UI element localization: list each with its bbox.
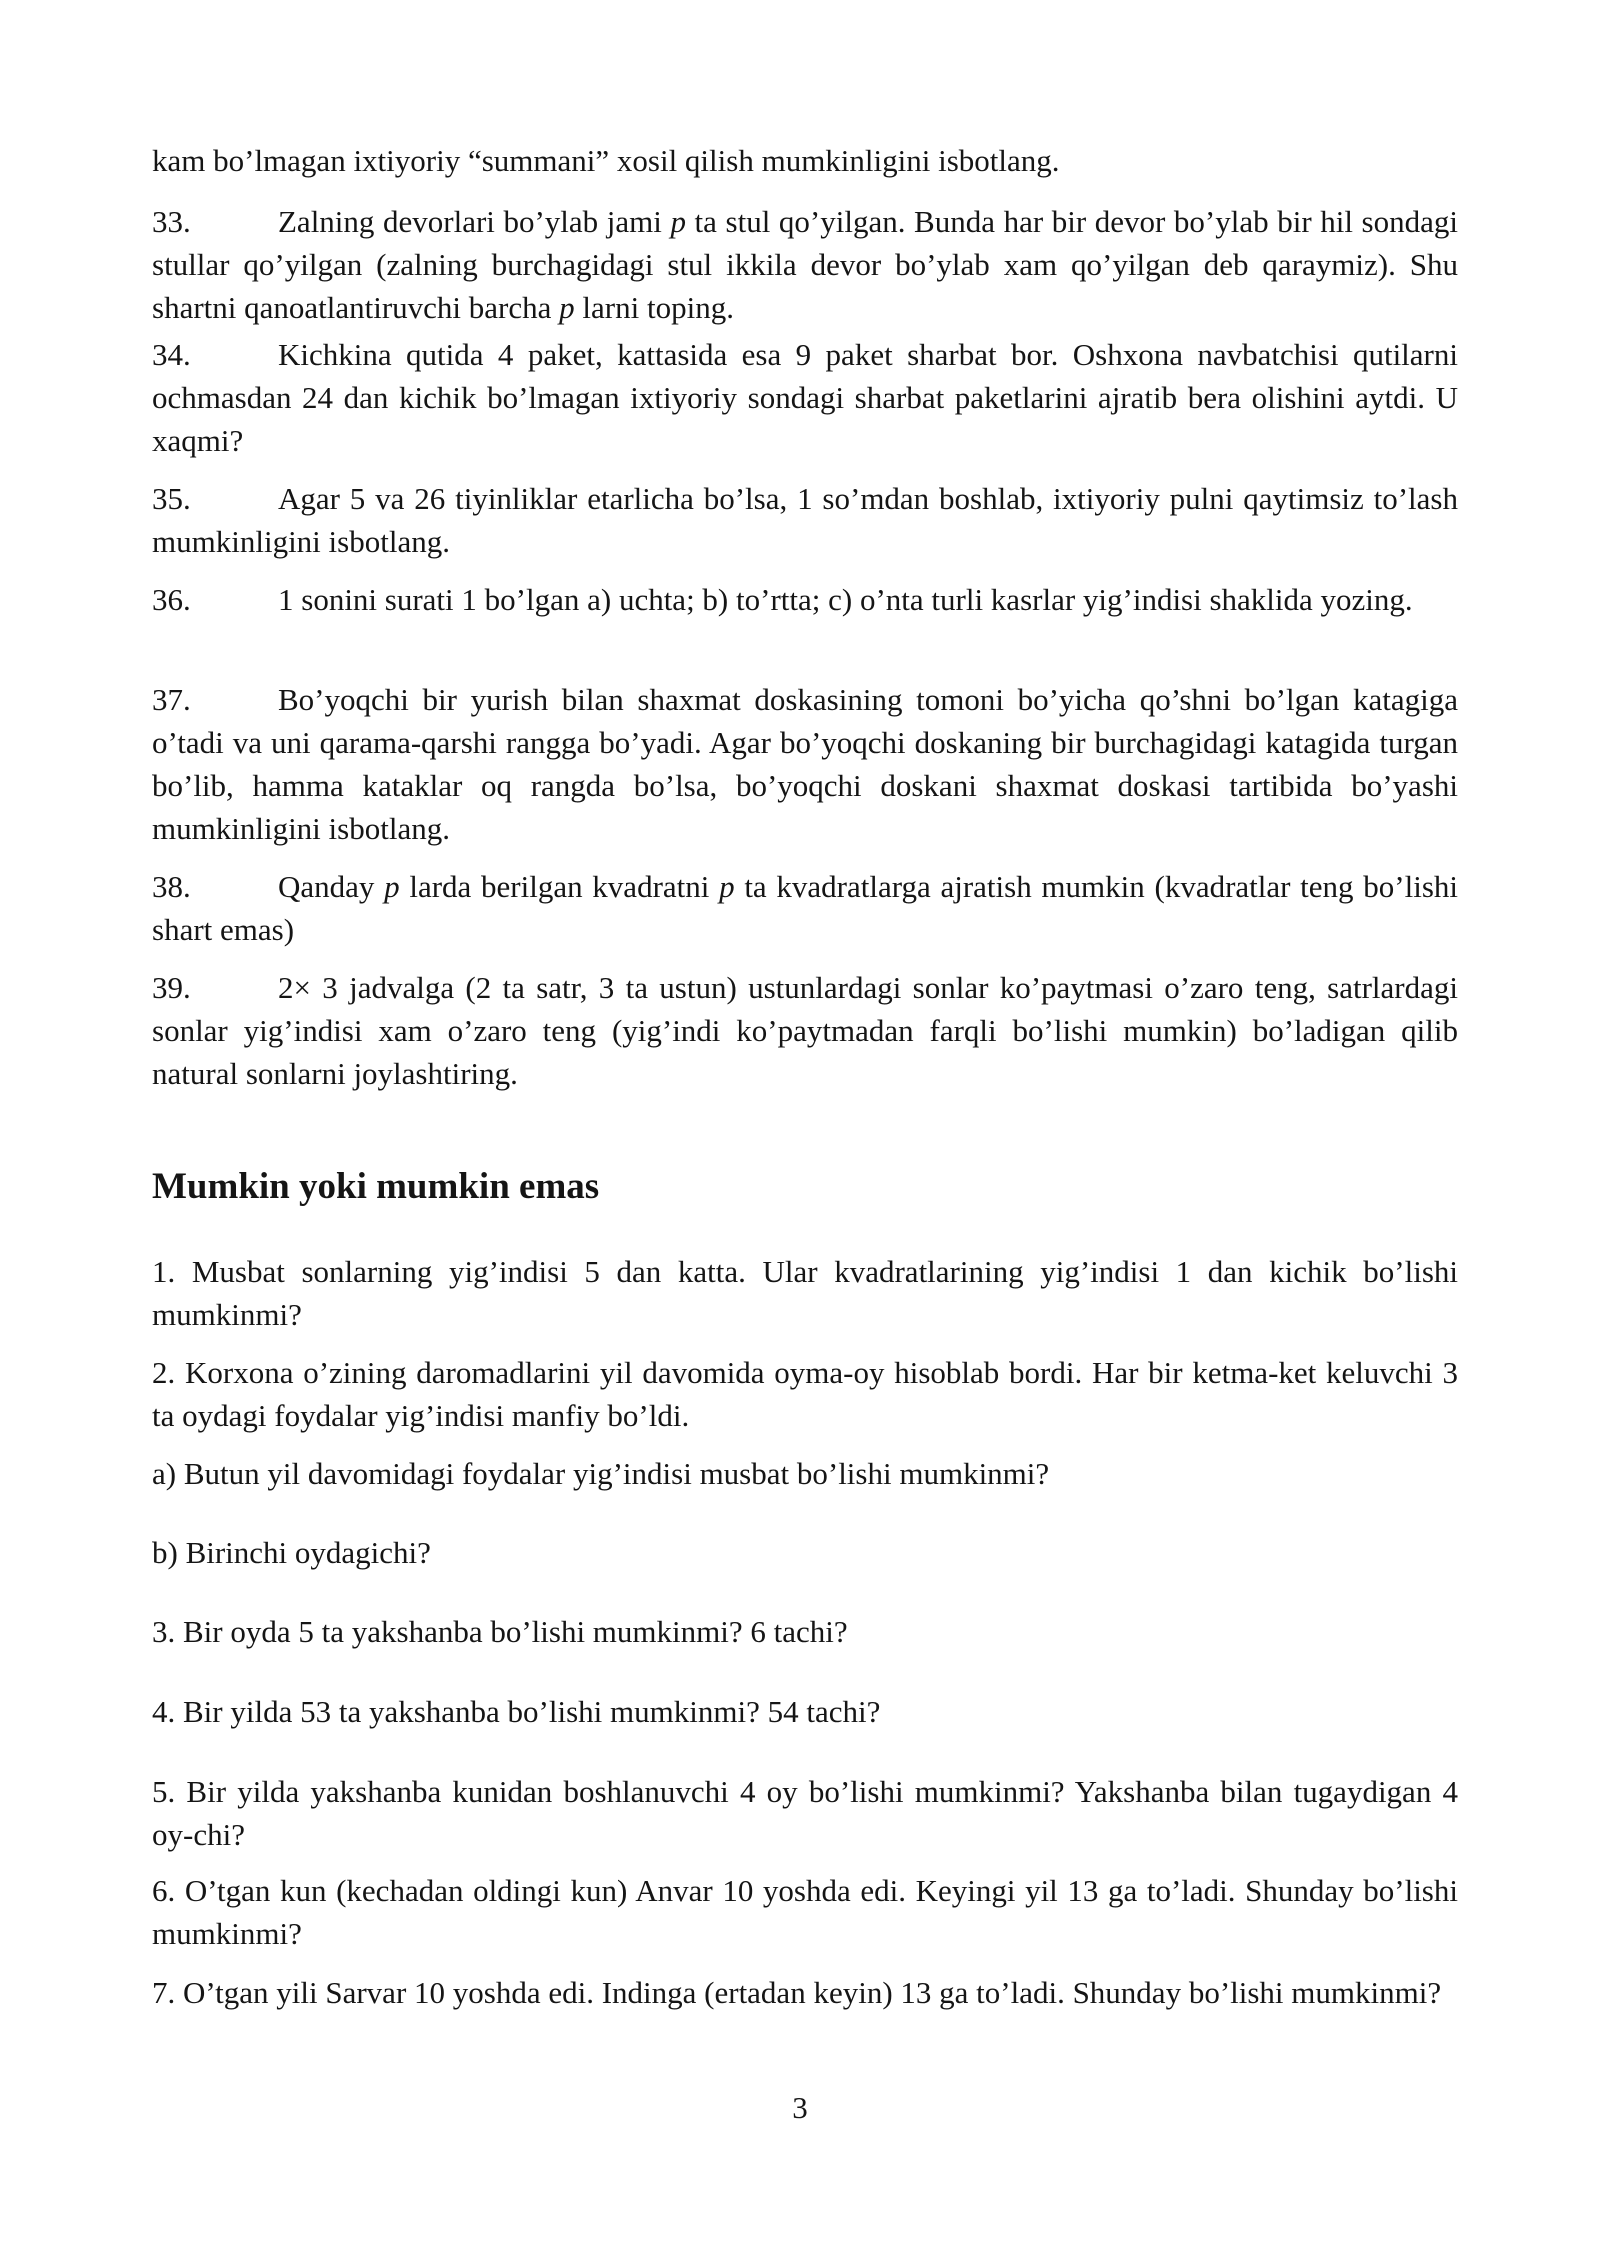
problem-34 bbox=[152, 333, 1458, 462]
problem-text: 1 sonini surati 1 bo’lgan a) uchta; b) to’rtta; c) o’nta turli kasrlar yig’indisi shaklida yozing. bbox=[278, 582, 1413, 617]
variable-p: p bbox=[384, 869, 400, 904]
problem-33 bbox=[152, 200, 1458, 329]
problem-text: larda berilgan kvadratni bbox=[399, 869, 720, 904]
problem-text: ta stul qo’yilgan. Bunda har bir devor bo’ylab bir hil sondagi stullar qo’yilgan (zalning burchagidagi stul ikkila devor bo’ylab xam qo’yilgan deb qaraymiz). Shu shartni qanoatlantiruvchi barcha bbox=[152, 204, 1458, 325]
problem-text: Bo’yoqchi bir yurish bilan shaxmat doskasining tomoni bo’yicha qo’shni bo’lgan katagiga o’tadi va uni qarama-qarshi rangga bo’yadi. Agar bo’yoqchi doskaning bir burchagidagi katagida turgan bo’lib, hamma kataklar oq rangda bo’lsa, bo’yoqchi doskani shaxmat doskasi tartibida bo’yashi mumkinligini isbotlang. bbox=[152, 682, 1458, 846]
item-3: 3. Bir oyda 5 ta yakshanba bo’lishi mumkinmi? 6 tachi? bbox=[152, 1614, 848, 1649]
page-number: 3 bbox=[792, 2090, 808, 2125]
problem-37 bbox=[152, 678, 1458, 850]
item-2: 2. Korxona o’zining daromadlarini yil davomida oyma-oy hisoblab bordi. Har bir ketma-ket keluvchi 3 ta oydagi foydalar yig’indisi manfiy bo’ldi. bbox=[152, 1355, 1458, 1433]
variable-p: p bbox=[670, 204, 686, 239]
section-title: Mumkin yoki mumkin emas bbox=[152, 1166, 600, 1207]
problem-number: 36. bbox=[152, 582, 191, 617]
problem-text: ta kvadratlarga ajratish mumkin (kvadratlar teng bo’lishi shart emas) bbox=[152, 869, 1458, 947]
problem-35 bbox=[152, 477, 1458, 563]
item-5: 5. Bir yilda yakshanba kunidan boshlanuvchi 4 oy bo’lishi mumkinmi? Yakshanba bilan tugaydigan 4 oy-chi? bbox=[152, 1774, 1458, 1852]
problem-text: Kichkina qutida 4 paket, kattasida esa 9 paket sharbat bor. Oshxona navbatchisi qutilarni ochmasdan 24 dan kichik bo’lmagan ixtiyoriy sondagi sharbat paketlarini ajratib bera olishini aytdi. U xaqmi? bbox=[152, 337, 1458, 458]
item-1: 1. Musbat sonlarning yig’indisi 5 dan katta. Ular kvadratlarining yig’indisi 1 dan kichik bo’lishi mumkinmi? bbox=[152, 1254, 1458, 1332]
problem-text: Agar 5 va 26 tiyinliklar etarlicha bo’lsa, 1 so’mdan boshlab, ixtiyoriy pulni qaytimsiz to’lash mumkinligini isbotlang. bbox=[152, 481, 1458, 559]
item-2a: a) Butun yil davomidagi foydalar yig’indisi musbat bo’lishi mumkinmi? bbox=[152, 1456, 1050, 1491]
problem-number: 35. bbox=[152, 481, 191, 516]
intro-paragraph: kam bo’lmagan ixtiyoriy “summani” xosil qilish mumkinligini isbotlang. bbox=[152, 143, 1060, 178]
problem-number: 38. bbox=[152, 869, 191, 904]
problem-number: 39. bbox=[152, 970, 191, 1005]
problem-text: Zalning devorlari bo’ylab jami bbox=[278, 204, 671, 239]
problem-36 bbox=[152, 578, 1458, 621]
problem-text: Qanday bbox=[278, 869, 385, 904]
item-4: 4. Bir yilda 53 ta yakshanba bo’lishi mumkinmi? 54 tachi? bbox=[152, 1694, 881, 1729]
problem-number: 33. bbox=[152, 204, 191, 239]
problem-number: 34. bbox=[152, 337, 191, 372]
variable-p: p bbox=[719, 869, 735, 904]
problem-text: 2× 3 jadvalga (2 ta satr, 3 ta ustun) ustunlardagi sonlar ko’paytmasi o’zaro teng, satrlardagi sonlar yig’indisi xam o’zaro teng (yig’indi ko’paytmadan farqli bo’lishi mumkin) bo’ladigan qilib natural sonlarni joylashtiring. bbox=[152, 970, 1458, 1091]
problem-39 bbox=[152, 966, 1458, 1095]
item-6: 6. O’tgan kun (kechadan oldingi kun) Anvar 10 yoshda edi. Keyingi yil 13 ga to’ladi. Shunday bo’lishi mumkinmi? bbox=[152, 1873, 1458, 1951]
variable-p: p bbox=[559, 290, 575, 325]
problem-38 bbox=[152, 865, 1458, 951]
problem-number: 37. bbox=[152, 682, 191, 717]
item-2b: b) Birinchi oydagichi? bbox=[152, 1535, 431, 1570]
problem-text: larni toping. bbox=[574, 290, 734, 325]
item-7: 7. O’tgan yili Sarvar 10 yoshda edi. Indinga (ertadan keyin) 13 ga to’ladi. Shunday bo’lishi mumkinmi? bbox=[152, 1975, 1442, 2010]
